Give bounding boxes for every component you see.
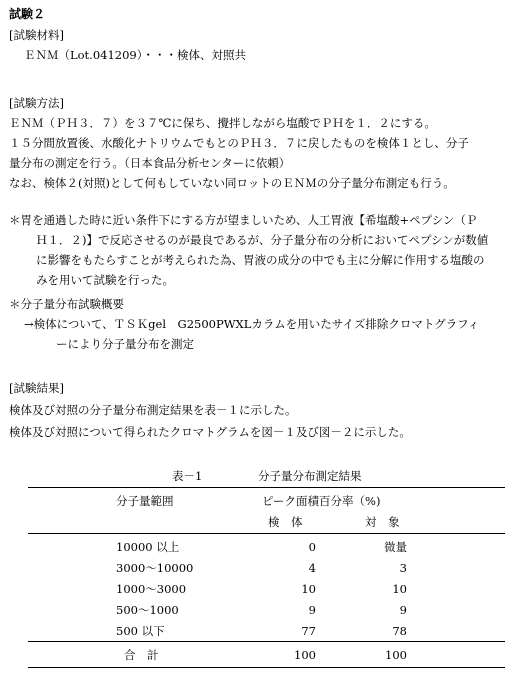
table-row-control: 3 [399, 561, 407, 575]
table-row-range: 500 以下 [116, 624, 165, 638]
table-bottom-rule [28, 667, 505, 668]
header-peak: ピーク面積百分率（%) [262, 494, 381, 508]
results-label: [試験結果] [9, 381, 64, 395]
header-range: 分子量範囲 [116, 494, 174, 508]
method-line: ＥＮＭ（ＰＨ３．７）を３７℃に保ち、攪拌しながら塩酸でＰＨを１．２にする。 [9, 116, 436, 130]
table-total-rule [28, 641, 505, 642]
results-line: 検体及び対照について得られたクロマトグラムを図－１及び図－２に示した。 [9, 425, 411, 439]
table-row-sample: 77 [301, 624, 316, 638]
note-line: みを用いて試験を行った。 [36, 273, 174, 287]
method-label: [試験方法] [9, 96, 64, 110]
method-line: 量分布の測定を行う。（日本食品分析センターに依頼） [9, 156, 291, 170]
note-line: に影響をもたらすことが考えられた為、胃液の成分の中でも主に分解に作用する塩酸の [36, 253, 485, 267]
note-line: →検体について、ＴＳＫgel G2500PWXLカラムを用いたサイズ排除クロマトグラフィ [24, 317, 480, 331]
note-title: ＊分子量分布試験概要 [9, 297, 124, 311]
table-header-rule [28, 533, 505, 534]
method-line: １５分間放置後、水酸化ナトリウムでもとのＰＨ３．７に戻したものを検体１とし、分子 [9, 136, 469, 150]
table-row-range: 10000 以上 [116, 540, 180, 554]
table-row-control: 9 [399, 603, 407, 617]
table-row-range: 3000～10000 [116, 561, 194, 575]
table-row-range: 500～1000 [116, 603, 179, 617]
total-sample: 100 [294, 648, 316, 662]
table-caption-title: 分子量分布測定結果 [258, 469, 362, 483]
table-top-rule [28, 487, 505, 488]
table-caption-number: 表－1 [172, 469, 203, 483]
table-row-sample: 10 [301, 582, 316, 596]
section-heading: 試験２ [9, 7, 46, 21]
materials-text: ＥＮＭ（Lot.041209）・・・検体、対照共 [24, 48, 246, 62]
header-control: 対 象 [365, 515, 400, 529]
total-label: 合 計 [124, 648, 159, 662]
results-line: 検体及び対照の分子量分布測定結果を表－１に示した。 [9, 403, 297, 417]
note-line: ＊胃を通過した時に近い条件下にする方が望ましいため、人工胃液【希塩酸+ペプシン（Ｐ [9, 213, 478, 227]
materials-label: [試験材料] [9, 28, 64, 42]
table-row-sample: 9 [308, 603, 316, 617]
table-row-control: 10 [392, 582, 407, 596]
note-line: Ｈ１．２)】で反応させるのが最良であるが、分子量分布の分析においてペプシンが数値 [36, 233, 489, 247]
table-row-sample: 4 [308, 561, 316, 575]
table-row-control: 微量 [384, 540, 407, 554]
table-row-control: 78 [392, 624, 407, 638]
method-line: なお、検体２(対照)として何もしていない同ロットのＥＮＭの分子量分布測定も行う。 [9, 176, 455, 190]
total-control: 100 [385, 648, 407, 662]
table-row-range: 1000～3000 [116, 582, 187, 596]
note-line: ーにより分子量分布を測定 [56, 337, 194, 351]
header-sample: 検 体 [268, 515, 303, 529]
table-row-sample: 0 [308, 540, 316, 554]
